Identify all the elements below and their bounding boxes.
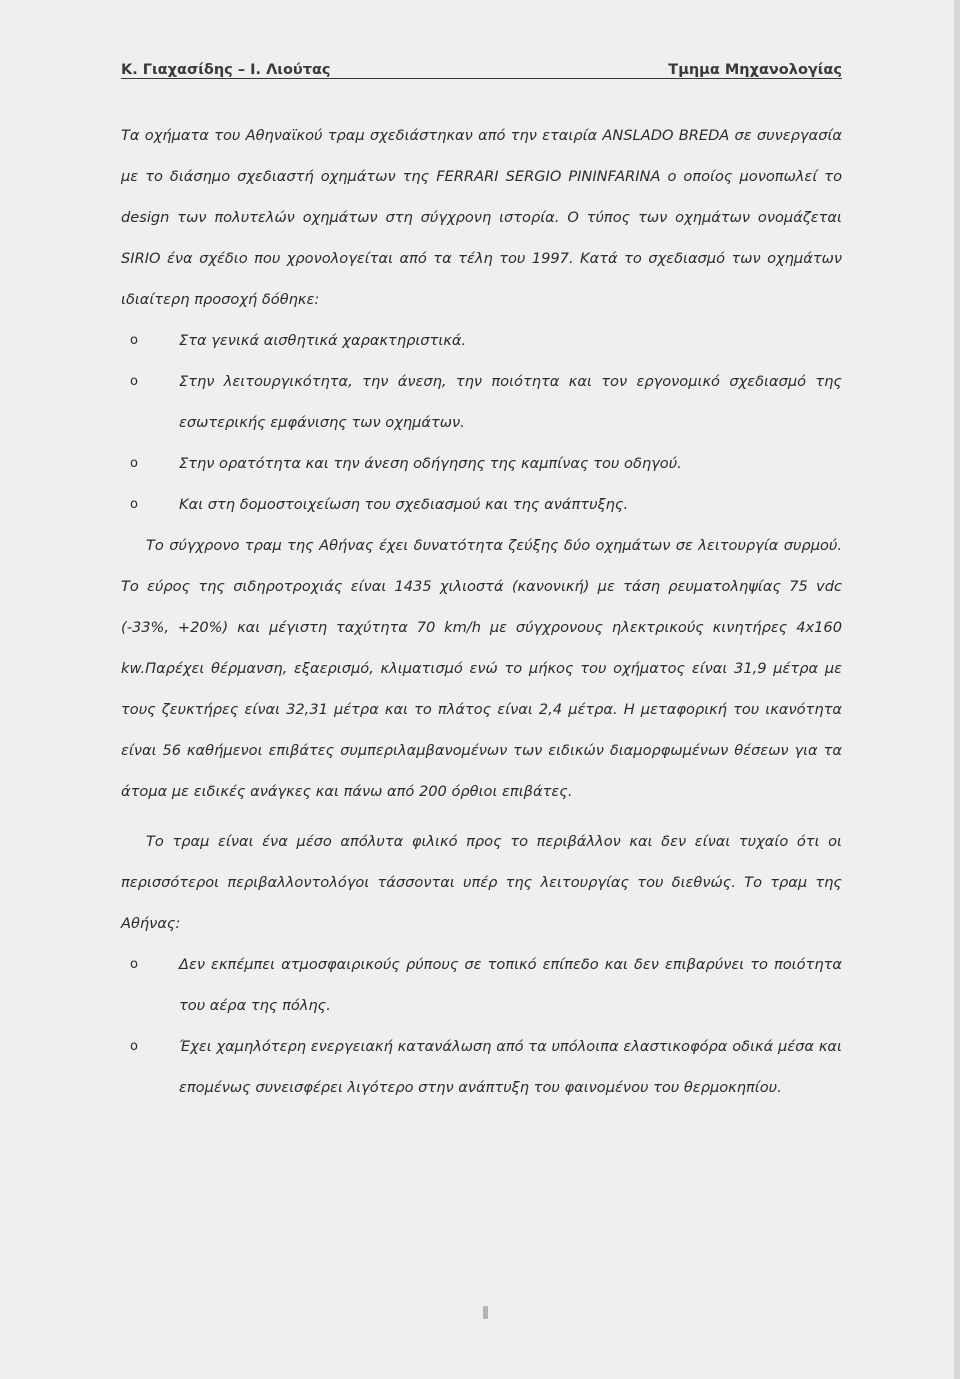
page-number-mark bbox=[483, 1306, 488, 1319]
list-item bbox=[121, 1026, 842, 1108]
bullet-marker: o bbox=[130, 497, 138, 512]
list-item bbox=[121, 944, 842, 1026]
list-item bbox=[121, 320, 842, 361]
header-department: Τμημα Μηχανολογίας bbox=[668, 62, 842, 78]
list-item-text: Στην λειτουργικότητα, την άνεση, την ποιότητα και τον εργονομικό σχεδιασμό της εσωτερικής εμφάνισης των οχημάτων. bbox=[179, 373, 842, 431]
page-edge-shadow bbox=[954, 0, 960, 1379]
header-rule bbox=[121, 78, 842, 79]
paragraph-design-intro: Τα οχήματα του Αθηναϊκού τραμ σχεδιάστηκαν από την εταιρία ANSLADO BREDA σε συνεργασία με το διάσημο σχεδιαστή οχημάτων της FERRARI SERGIO PININFARINA ο οποίος μονοπωλεί το design των πολυτελών οχημάτων στη σύγχρονη ιστορία. Ο τύπος των οχημάτων ονομάζεται SIRIO ένα σχέδιο που χρονολογείται από τα τέλη του 1997. Κατά το σχεδιασμό των οχημάτων ιδιαίτερη προσοχή δόθηκε: bbox=[121, 127, 842, 308]
page-header bbox=[121, 62, 842, 82]
list-item-text: Στην ορατότητα και την άνεση οδήγησης της καμπίνας του οδηγού. bbox=[179, 455, 682, 472]
document-body bbox=[121, 115, 842, 1108]
header-authors: Κ. Γιαχασίδης – Ι. Λιούτας bbox=[121, 62, 331, 78]
list-item bbox=[121, 484, 842, 525]
list-item bbox=[121, 443, 842, 484]
bullet-marker: o bbox=[130, 333, 138, 348]
list-item-text: Δεν εκπέμπει ατμοσφαιρικούς ρύπους σε τοπικό επίπεδο και δεν επιβαρύνει το ποιότητα του αέρα της πόλης. bbox=[179, 956, 842, 1014]
bullet-marker: o bbox=[130, 456, 138, 471]
paragraph-environment: Το τραμ είναι ένα μέσο απόλυτα φιλικό προς το περιβάλλον και δεν είναι τυχαίο ότι οι περισσότεροι περιβαλλοντολόγοι τάσσονται υπέρ της λειτουργίας του διεθνώς. Το τραμ της Αθήνας: bbox=[121, 833, 842, 932]
paragraph-specifications: Το σύγχρονο τραμ της Αθήνας έχει δυνατότητα ζεύξης δύο οχημάτων σε λειτουργία συρμού. Το εύρος της σιδηροτροχιάς είναι 1435 χιλιοστά (κανονική) με τάση ρευματοληψίας 75 vdc (-33%, +20%) και μέγιστη ταχύτητα 70 km/h με σύγχρονους ηλεκτρικούς κινητήρες 4x160 kw.Παρέχει θέρμανση, εξαερισμό, κλιματισμό ενώ το μήκος του οχήματος είναι 31,9 μέτρα με τους ζευκτήρες είναι 32,31 μέτρα και το πλάτος είναι 2,4 μέτρα. Η μεταφορική του ικανότητα είναι 56 καθήμενοι επιβάτες συμπεριλαμβανομένων των ειδικών διαμορφωμένων θέσεων για τα άτομα με ειδικές ανάγκες και πάνω από 200 όρθιοι επιβάτες. bbox=[121, 537, 842, 800]
bullet-marker: o bbox=[130, 957, 138, 972]
bullet-marker: o bbox=[130, 374, 138, 389]
list-item-text: Στα γενικά αισθητικά χαρακτηριστικά. bbox=[179, 332, 467, 349]
list-item bbox=[121, 361, 842, 443]
list-item-text: Και στη δομοστοιχείωση του σχεδιασμού και της ανάπτυξης. bbox=[179, 496, 629, 513]
list-item-text: Έχει χαμηλότερη ενεργειακή κατανάλωση από τα υπόλοιπα ελαστικοφόρα οδικά μέσα και επομένως συνεισφέρει λιγότερο στην ανάπτυξη του φαινομένου του θερμοκηπίου. bbox=[179, 1038, 842, 1096]
bullet-marker: o bbox=[130, 1039, 138, 1054]
